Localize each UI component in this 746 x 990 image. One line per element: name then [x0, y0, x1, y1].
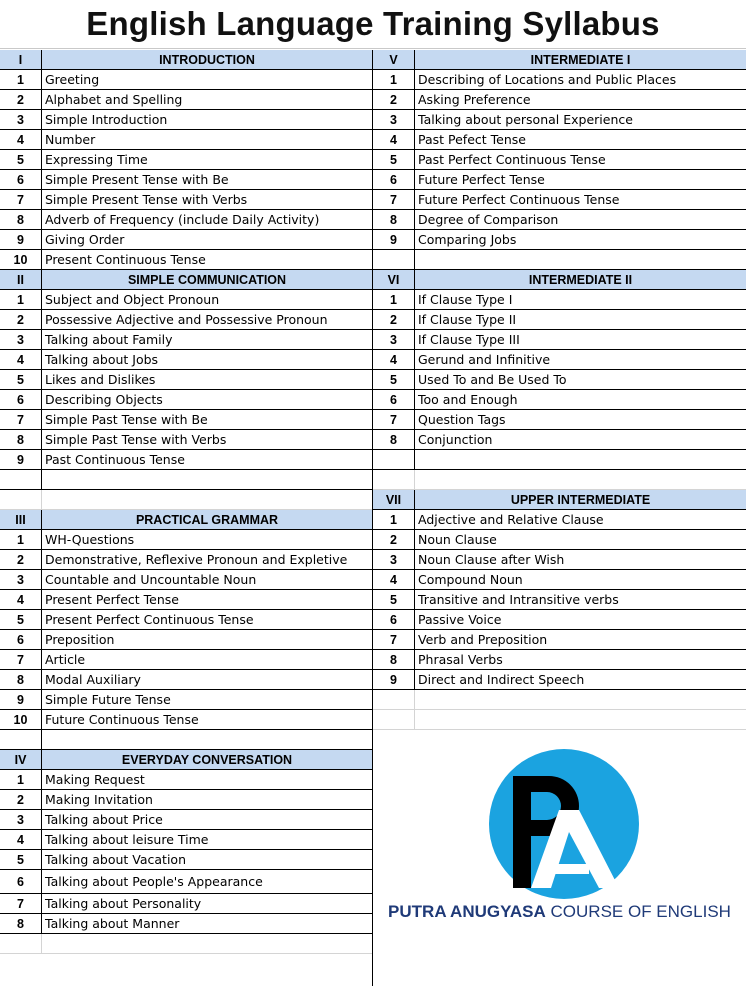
item-number: 10: [0, 250, 42, 269]
syllabus-item: [0, 290, 372, 310]
item-topic: Simple Past Tense with Be: [45, 412, 208, 427]
syllabus-item: [373, 650, 746, 670]
item-topic: Asking Preference: [418, 92, 531, 107]
item-topic: Compound Noun: [418, 572, 523, 587]
blank-row: [0, 470, 372, 490]
item-number: 7: [0, 190, 42, 209]
blank-cell: [373, 690, 415, 709]
item-number: 4: [0, 350, 42, 369]
item-topic: Giving Order: [45, 232, 125, 247]
item-topic: Adjective and Relative Clause: [418, 512, 604, 527]
syllabus-item: [0, 530, 372, 550]
item-topic: Noun Clause: [418, 532, 497, 547]
item-number: 2: [0, 790, 42, 809]
item-number: 1: [373, 70, 415, 89]
item-topic: Adverb of Frequency (include Daily Activity): [45, 212, 320, 227]
syllabus-item: [0, 170, 372, 190]
item-number: 1: [0, 290, 42, 309]
blank-cell: [415, 690, 746, 709]
syllabus-item: [0, 190, 372, 210]
item-topic: If Clause Type I: [418, 292, 513, 307]
syllabus-item: [373, 590, 746, 610]
blank-cell: [373, 250, 415, 269]
left-column: [0, 50, 372, 954]
section-heading: SIMPLE COMMUNICATION: [127, 272, 287, 287]
syllabus-item: [373, 350, 746, 370]
blank-row: [373, 690, 746, 710]
syllabus-item: [373, 290, 746, 310]
syllabus-item: [0, 570, 372, 590]
item-number: 9: [373, 230, 415, 249]
syllabus-item: [373, 550, 746, 570]
item-topic: Direct and Indirect Speech: [418, 672, 585, 687]
item-topic: Article: [45, 652, 86, 667]
item-number: 9: [0, 690, 42, 709]
item-topic: Simple Past Tense with Verbs: [45, 432, 227, 447]
item-topic: Conjunction: [418, 432, 493, 447]
syllabus-item: [373, 170, 746, 190]
syllabus-item: [0, 870, 372, 894]
item-number: 7: [373, 190, 415, 209]
item-number: 5: [0, 850, 42, 869]
syllabus-item: [373, 90, 746, 110]
section-numeral: VII: [373, 490, 415, 509]
blank-cell: [42, 490, 372, 509]
syllabus-item: [0, 590, 372, 610]
item-number: 2: [0, 310, 42, 329]
item-topic: Simple Introduction: [45, 112, 168, 127]
item-topic: Alphabet and Spelling: [45, 92, 183, 107]
item-topic: Likes and Dislikes: [45, 372, 156, 387]
item-number: 6: [373, 170, 415, 189]
syllabus-item: [0, 430, 372, 450]
item-topic: Passive Voice: [418, 612, 502, 627]
item-topic: Past Pefect Tense: [418, 132, 526, 147]
item-topic: Degree of Comparison: [418, 212, 559, 227]
item-number: 10: [0, 710, 42, 729]
item-number: 4: [0, 830, 42, 849]
blank-cell: [0, 934, 42, 953]
item-topic: Talking about Jobs: [45, 352, 159, 367]
item-number: 8: [373, 650, 415, 669]
syllabus-item: [0, 810, 372, 830]
item-number: 7: [373, 410, 415, 429]
blank-row: [373, 710, 746, 730]
item-topic: Comparing Jobs: [418, 232, 517, 247]
item-number: 6: [373, 390, 415, 409]
item-topic: Question Tags: [418, 412, 506, 427]
school-name-rest: COURSE OF ENGLISH: [545, 902, 731, 921]
blank-cell: [0, 730, 42, 749]
syllabus-item: [0, 670, 372, 690]
item-topic: WH-Questions: [45, 532, 135, 547]
syllabus-item: [0, 330, 372, 350]
item-number: 3: [0, 810, 42, 829]
item-topic: Talking about leisure Time: [45, 832, 209, 847]
blank-row: [0, 490, 372, 510]
item-topic: Number: [45, 132, 96, 147]
syllabus-item: [0, 630, 372, 650]
item-number: 3: [373, 330, 415, 349]
blank-cell: [373, 470, 415, 489]
section-header: [0, 510, 372, 530]
item-number: 3: [373, 110, 415, 129]
item-number: 4: [0, 590, 42, 609]
syllabus-item: [373, 670, 746, 690]
item-topic: Used To and Be Used To: [418, 372, 567, 387]
syllabus-item: [0, 650, 372, 670]
syllabus-item: [0, 210, 372, 230]
section-heading: PRACTICAL GRAMMAR: [135, 512, 279, 527]
item-topic: If Clause Type III: [418, 332, 520, 347]
pa-logo-icon: [373, 740, 746, 986]
item-number: 6: [0, 390, 42, 409]
item-number: 3: [0, 110, 42, 129]
item-number: 9: [0, 230, 42, 249]
syllabus-item: [373, 130, 746, 150]
syllabus-item: [0, 70, 372, 90]
blank-cell: [373, 710, 415, 729]
item-topic: Phrasal Verbs: [418, 652, 503, 667]
item-topic: Present Perfect Continuous Tense: [45, 612, 254, 627]
item-topic: Modal Auxiliary: [45, 672, 141, 687]
item-topic: Verb and Preposition: [418, 632, 548, 647]
syllabus-item: [0, 390, 372, 410]
item-topic: Simple Present Tense with Be: [45, 172, 229, 187]
blank-row: [373, 450, 746, 470]
item-topic: Talking about Manner: [45, 916, 180, 931]
blank-cell: [42, 934, 372, 953]
item-topic: Present Perfect Tense: [45, 592, 179, 607]
item-number: 5: [373, 370, 415, 389]
blank-cell: [415, 710, 746, 729]
blank-cell: [415, 250, 746, 269]
item-number: 4: [373, 350, 415, 369]
item-topic: Talking about Family: [45, 332, 173, 347]
item-topic: Talking about People's Appearance: [45, 874, 263, 889]
syllabus-item: [373, 570, 746, 590]
item-number: 5: [373, 150, 415, 169]
syllabus-item: [0, 770, 372, 790]
item-topic: Describing of Locations and Public Places: [418, 72, 677, 87]
section-heading: INTERMEDIATE II: [528, 272, 633, 287]
school-name-bold: PUTRA ANUGYASA: [388, 902, 546, 921]
item-topic: Subject and Object Pronoun: [45, 292, 220, 307]
syllabus-item: [0, 850, 372, 870]
blank-cell: [373, 450, 415, 469]
item-topic: Talking about Price: [45, 812, 163, 827]
syllabus-item: [0, 150, 372, 170]
item-topic: Present Continuous Tense: [45, 252, 206, 267]
item-topic: Making Invitation: [45, 792, 153, 807]
syllabus-item: [0, 230, 372, 250]
school-logo: [373, 740, 746, 986]
syllabus-item: [0, 710, 372, 730]
item-number: 2: [0, 550, 42, 569]
section-header: [373, 490, 746, 510]
blank-cell: [42, 730, 372, 749]
item-number: 8: [0, 914, 42, 933]
syllabus-item: [373, 390, 746, 410]
item-topic: Future Perfect Tense: [418, 172, 545, 187]
section-header: [0, 50, 372, 70]
item-topic: Transitive and Intransitive verbs: [418, 592, 619, 607]
item-topic: Possessive Adjective and Possessive Pronoun: [45, 312, 328, 327]
syllabus-item: [373, 510, 746, 530]
section-numeral: III: [0, 510, 42, 529]
item-number: 6: [0, 630, 42, 649]
item-topic: Noun Clause after Wish: [418, 552, 565, 567]
page-title: English Language Training Syllabus: [86, 5, 660, 42]
syllabus-item: [0, 830, 372, 850]
blank-row: [373, 250, 746, 270]
section-heading: INTERMEDIATE I: [530, 52, 631, 67]
syllabus-item: [373, 630, 746, 650]
item-number: 7: [0, 650, 42, 669]
blank-row: [0, 934, 372, 954]
section-numeral: I: [0, 50, 42, 69]
item-number: 8: [373, 210, 415, 229]
syllabus-item: [373, 430, 746, 450]
item-topic: Simple Future Tense: [45, 692, 171, 707]
syllabus-item: [0, 310, 372, 330]
item-number: 6: [373, 610, 415, 629]
syllabus-item: [0, 90, 372, 110]
item-number: 4: [373, 130, 415, 149]
section-header: [373, 270, 746, 290]
item-number: 7: [0, 410, 42, 429]
item-topic: Expressing Time: [45, 152, 148, 167]
syllabus-item: [0, 350, 372, 370]
syllabus-item: [0, 370, 372, 390]
item-number: 3: [0, 570, 42, 589]
item-number: 5: [0, 610, 42, 629]
item-number: 3: [373, 550, 415, 569]
item-topic: Greeting: [45, 72, 100, 87]
syllabus-item: [0, 690, 372, 710]
syllabus-item: [0, 130, 372, 150]
syllabus-item: [0, 410, 372, 430]
item-topic: Simple Present Tense with Verbs: [45, 192, 248, 207]
item-number: 8: [373, 430, 415, 449]
item-number: 5: [0, 370, 42, 389]
syllabus-item: [0, 914, 372, 934]
item-topic: Talking about personal Experience: [418, 112, 633, 127]
section-header: [373, 50, 746, 70]
item-number: 8: [0, 670, 42, 689]
item-topic: Past Perfect Continuous Tense: [418, 152, 606, 167]
section-header: [0, 750, 372, 770]
syllabus-item: [373, 610, 746, 630]
item-topic: Talking about Personality: [45, 896, 202, 911]
blank-cell: [415, 470, 746, 489]
item-number: 9: [373, 670, 415, 689]
item-topic: Countable and Uncountable Noun: [45, 572, 257, 587]
section-numeral: II: [0, 270, 42, 289]
item-number: 2: [373, 310, 415, 329]
item-number: 8: [0, 210, 42, 229]
item-topic: Future Continuous Tense: [45, 712, 199, 727]
item-number: 8: [0, 430, 42, 449]
blank-cell: [0, 470, 42, 489]
item-number: 7: [0, 894, 42, 913]
syllabus-item: [373, 150, 746, 170]
syllabus-item: [373, 110, 746, 130]
school-name: [373, 902, 746, 922]
item-number: 4: [0, 130, 42, 149]
section-heading: INTRODUCTION: [159, 52, 255, 67]
syllabus-item: [373, 210, 746, 230]
item-number: 3: [0, 330, 42, 349]
item-topic: Preposition: [45, 632, 115, 647]
section-numeral: V: [373, 50, 415, 69]
section-numeral: VI: [373, 270, 415, 289]
syllabus-item: [373, 310, 746, 330]
item-topic: Making Request: [45, 772, 145, 787]
blank-cell: [415, 450, 746, 469]
item-topic: Future Perfect Continuous Tense: [418, 192, 620, 207]
blank-cell: [42, 470, 372, 489]
syllabus-item: [373, 330, 746, 350]
item-number: 6: [0, 170, 42, 189]
syllabus-item: [373, 70, 746, 90]
item-number: 2: [0, 90, 42, 109]
item-number: 5: [373, 590, 415, 609]
item-number: 2: [373, 90, 415, 109]
syllabus-item: [373, 530, 746, 550]
item-number: 1: [0, 530, 42, 549]
item-number: 1: [373, 290, 415, 309]
item-number: 1: [0, 70, 42, 89]
item-topic: If Clause Type II: [418, 312, 517, 327]
section-heading: UPPER INTERMEDIATE: [510, 492, 651, 507]
title-divider: [0, 48, 746, 49]
syllabus-item: [373, 370, 746, 390]
item-number: 1: [0, 770, 42, 789]
section-header: [0, 270, 372, 290]
syllabus-item: [0, 790, 372, 810]
syllabus-item: [373, 230, 746, 250]
item-number: 5: [0, 150, 42, 169]
item-topic: Past Continuous Tense: [45, 452, 185, 467]
item-number: 7: [373, 630, 415, 649]
right-column: [373, 50, 746, 730]
item-number: 4: [373, 570, 415, 589]
item-topic: Describing Objects: [45, 392, 163, 407]
item-topic: Demonstrative, Reflexive Pronoun and Expletive: [45, 552, 348, 567]
syllabus-item: [373, 190, 746, 210]
syllabus-item: [0, 250, 372, 270]
item-topic: Too and Enough: [418, 392, 518, 407]
blank-row: [373, 470, 746, 490]
section-numeral: IV: [0, 750, 42, 769]
syllabus-item: [373, 410, 746, 430]
item-topic: Gerund and Infinitive: [418, 352, 551, 367]
item-number: 9: [0, 450, 42, 469]
syllabus-item: [0, 550, 372, 570]
item-number: 6: [0, 870, 42, 893]
item-number: 1: [373, 510, 415, 529]
item-topic: Talking about Vacation: [45, 852, 186, 867]
section-heading: EVERYDAY CONVERSATION: [121, 752, 293, 767]
blank-row: [0, 730, 372, 750]
syllabus-item: [0, 450, 372, 470]
syllabus-item: [0, 610, 372, 630]
syllabus-item: [0, 110, 372, 130]
blank-cell: [0, 490, 42, 509]
syllabus-item: [0, 894, 372, 914]
item-number: 2: [373, 530, 415, 549]
